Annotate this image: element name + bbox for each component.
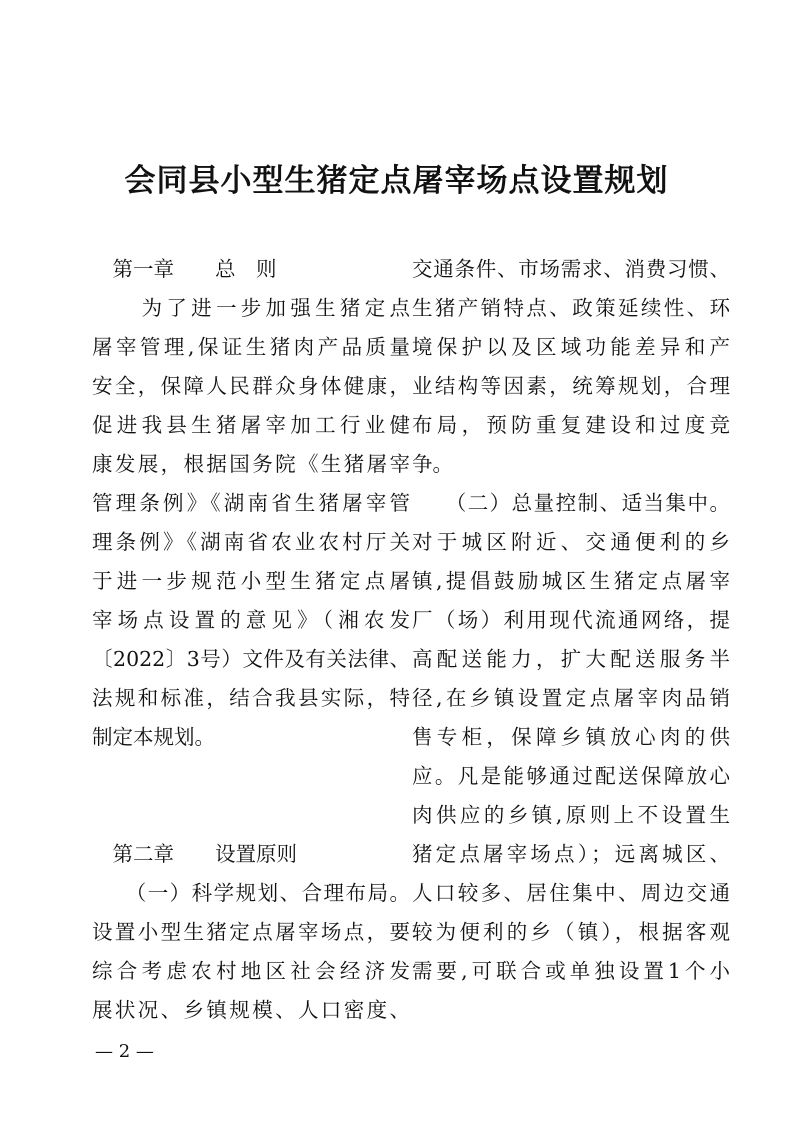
text-line: 促进我县生猪屠宰加工行业健 — [92, 413, 410, 437]
text-line: 径,在乡镇设置定点屠宰肉品销 — [412, 686, 730, 710]
text-line: 厂（场）利用现代流通网络，提 — [412, 608, 730, 632]
text-line: （二）总量控制、适当集中。 — [412, 491, 730, 515]
text-line: 展状况、乡镇规模、人口密度、 — [92, 998, 410, 1022]
text-line: 为了进一步加强生猪定点 — [92, 296, 410, 320]
text-line: 较为便利的乡（镇），根据客观 — [412, 920, 730, 944]
text-line: 镇,提倡鼓励城区生猪定点屠宰 — [412, 569, 730, 593]
text-line: 康发展，根据国务院《生猪屠宰 — [92, 452, 410, 476]
text-line: 布局，预防重复建设和过度竞 — [412, 413, 730, 437]
text-line: 法规和标准，结合我县实际，特 — [92, 686, 410, 710]
text-line: 猪定点屠宰场点）；远离城区、 — [412, 842, 730, 866]
left-text-column — [92, 250, 410, 1030]
text-line: 售专柜，保障乡镇放心肉的供 — [412, 725, 730, 749]
text-line: 〔2022〕3号）文件及有关法律、 — [92, 647, 410, 671]
text-line: 设置小型生猪定点屠宰场点，要 — [92, 920, 410, 944]
chapter-heading: 第一章 总 则 — [92, 257, 277, 281]
text-line: 应。凡是能够通过配送保障放心 — [412, 764, 730, 788]
text-line: 管理条例》《湖南省生猪屠宰管 — [92, 491, 410, 515]
text-line: 争。 — [412, 452, 453, 476]
text-line: 高配送能力，扩大配送服务半 — [412, 647, 730, 671]
text-line: 交通条件、市场需求、消费习惯、 — [412, 257, 730, 281]
text-line: 安全，保障人民群众身体健康， — [92, 374, 410, 398]
right-text-column — [412, 250, 730, 991]
text-line: 生猪产销特点、政策延续性、环 — [412, 296, 730, 320]
text-line: 对于城区附近、交通便利的乡 — [412, 530, 730, 554]
text-line: 境保护以及区域功能差异和产 — [412, 335, 730, 359]
chapter-heading: 第二章 设置原则 — [92, 842, 297, 866]
text-line: 制定本规划。 — [92, 725, 215, 749]
paragraph-gap — [92, 757, 410, 835]
text-line: 人口较多、居住集中、周边交通 — [412, 881, 730, 905]
document-title: 会同县小型生猪定点屠宰场点设置规划 — [124, 163, 669, 199]
page-number: — 2 — — [95, 1041, 154, 1062]
text-line: 于进一步规范小型生猪定点屠 — [92, 569, 410, 593]
text-line: 肉供应的乡镇,原则上不设置生 — [412, 803, 730, 827]
text-line: 综合考虑农村地区社会经济发 — [92, 959, 410, 983]
text-line: 业结构等因素，统筹规划，合理 — [412, 374, 730, 398]
text-line: （一）科学规划、合理布局。 — [92, 881, 410, 905]
text-line: 宰场点设置的意见》（湘农发 — [92, 608, 410, 632]
text-line: 理条例》《湖南省农业农村厅关 — [92, 530, 410, 554]
text-line: 屠宰管理,保证生猪肉产品质量 — [92, 335, 410, 359]
text-line: 需要,可联合或单独设置1个小 — [412, 959, 730, 983]
